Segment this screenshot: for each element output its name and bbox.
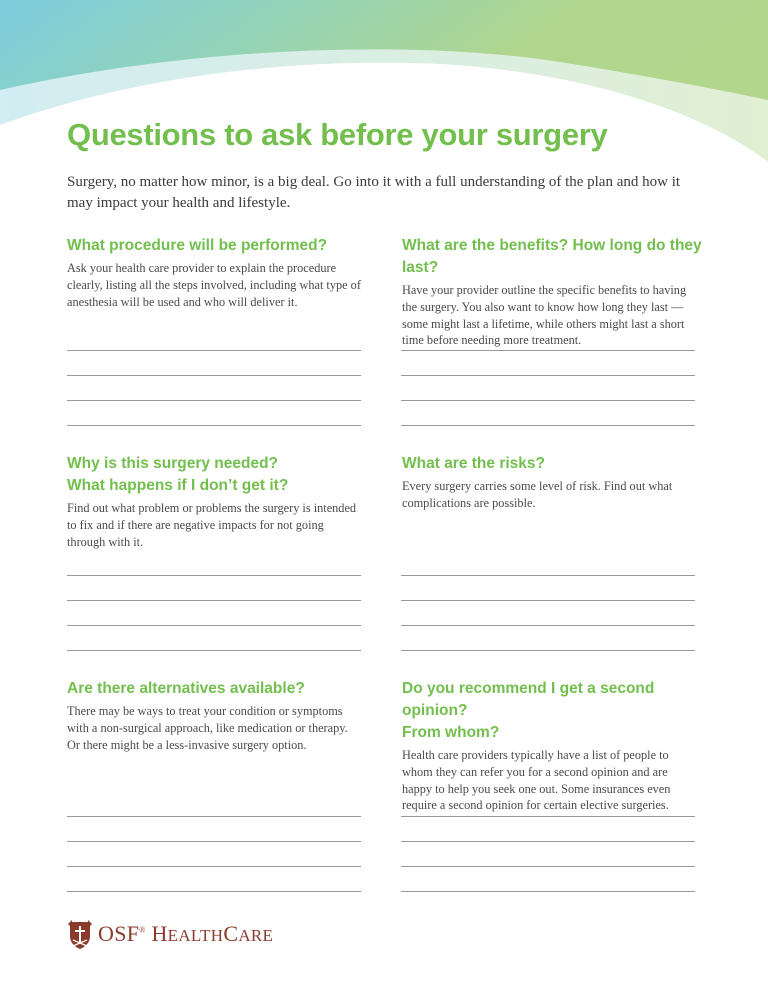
question-procedure [67,235,363,310]
answer-line[interactable] [67,650,361,651]
answer-lines-why-needed[interactable] [67,575,361,675]
question-second-opinion [402,678,698,814]
osf-healthcare-logo [67,918,273,950]
question-heading: What are the benefits? How long do they last? [402,237,702,276]
answer-line[interactable] [67,891,361,892]
answer-line[interactable] [67,400,361,401]
answer-line[interactable] [67,425,361,426]
question-description: Have your provider outline the specific benefits to having the surgery. You also want to know how long they last — some might last a lifetime, while others might last a short time before needing more treatment. [402,283,687,348]
crest-icon [67,918,93,950]
question-heading: What procedure will be performed? [67,237,328,254]
answer-line[interactable] [401,841,695,842]
answer-line[interactable] [401,891,695,892]
page-title: Questions to ask before your surgery [67,117,608,152]
intro-text: Surgery, no matter how minor, is a big deal. Go into it with a full understanding of the plan and how it may impact your health and lifestyle. [67,174,681,211]
answer-line[interactable] [401,400,695,401]
question-heading: Why is this surgery needed? What happens if I don’t get it? [67,455,289,494]
question-heading: What are the risks? [402,455,545,472]
answer-line[interactable] [67,350,361,351]
answer-line[interactable] [67,600,361,601]
answer-line[interactable] [401,625,695,626]
answer-line[interactable] [401,600,695,601]
answer-line[interactable] [401,866,695,867]
logo-wordmark: OSF® HEALTHCARE [98,921,274,946]
answer-line[interactable] [401,350,695,351]
answer-line[interactable] [401,375,695,376]
answer-line[interactable] [67,866,361,867]
question-heading: Are there alternatives available? [67,680,305,697]
answer-line[interactable] [67,375,361,376]
answer-lines-second-opinion[interactable] [401,816,695,916]
answer-line[interactable] [67,625,361,626]
question-alternatives [67,678,363,753]
answer-line[interactable] [67,575,361,576]
question-risks [402,453,698,512]
answer-lines-procedure[interactable] [67,350,361,450]
answer-line[interactable] [401,425,695,426]
question-why-needed [67,453,363,550]
answer-line[interactable] [67,841,361,842]
question-description: There may be ways to treat your condition or symptoms with a non-surgical approach, like medication or therapy. Or there might be a less-invasive surgery option. [67,704,348,752]
answer-lines-risks[interactable] [401,575,695,675]
question-description: Find out what problem or problems the surgery is intended to fix and if there are negative impacts for not going through with it. [67,501,357,549]
question-description: Health care providers typically have a list of people to whom they can refer you for a second opinion and are happy to help you seek one out. Some insurances even require a second opinion for certain elective surgeries. [402,748,671,813]
question-benefits [402,235,702,349]
question-description: Every surgery carries some level of risk. Find out what complications are possible. [402,479,673,510]
question-heading: Do you recommend I get a second opinion? From whom? [402,680,655,741]
question-description: Ask your health care provider to explain the procedure clearly, listing all the steps involved, including what type of anesthesia will be used and who will deliver it. [67,261,361,309]
answer-line[interactable] [401,650,695,651]
answer-line[interactable] [67,816,361,817]
answer-lines-alternatives[interactable] [67,816,361,916]
answer-line[interactable] [401,816,695,817]
answer-line[interactable] [401,575,695,576]
answer-lines-benefits[interactable] [401,350,695,450]
